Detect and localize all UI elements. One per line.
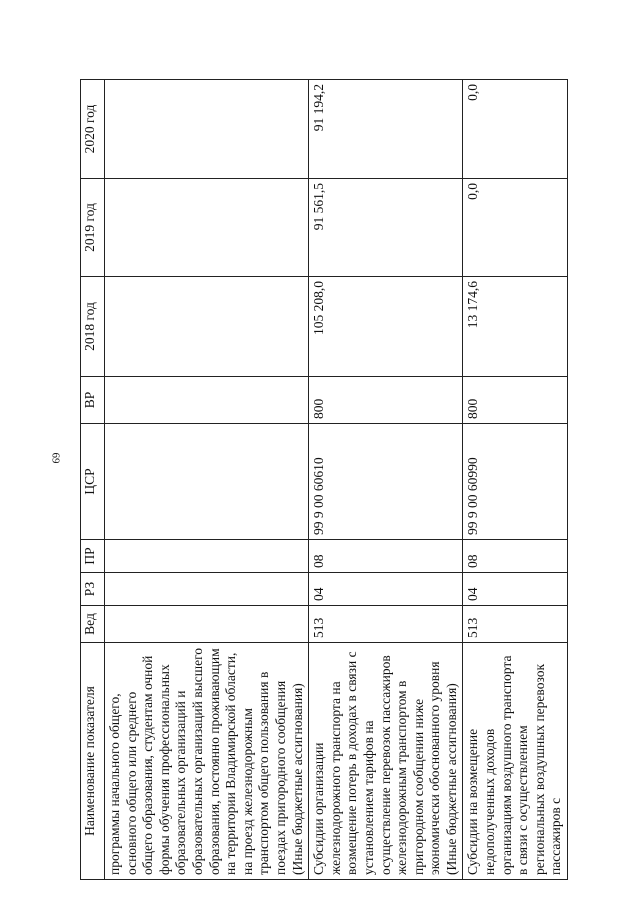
row-rz: 04 — [309, 573, 463, 606]
row-2020: 91 194,2 — [309, 80, 463, 179]
row-rz — [105, 573, 309, 606]
row-name: программы начального общего, основного общего или среднего общего образования, студентам очной формы обучения профессиональных образовательных организаций и образовательных организаций высшего образования, постоянно проживающим на территории Владимирской области, на проезд железнодорожным транспортом общего пользования в поездах пригородного сообщения (Иные бюджетные ассигнования) — [105, 643, 309, 880]
row-2018 — [105, 277, 309, 377]
table-row — [105, 80, 309, 880]
header-rz: РЗ — [81, 573, 105, 606]
row-2020 — [105, 80, 309, 179]
table-row — [463, 80, 568, 880]
row-2018: 13 174,6 — [463, 277, 568, 377]
row-rz: 04 — [463, 573, 568, 606]
budget-table — [80, 79, 568, 880]
row-csr: 99 9 00 60610 — [309, 424, 463, 540]
row-vr — [105, 377, 309, 424]
table-row — [309, 80, 463, 880]
header-vr: ВР — [81, 377, 105, 424]
row-2019: 0,0 — [463, 179, 568, 277]
row-ved: 513 — [309, 606, 463, 643]
header-row — [81, 80, 105, 880]
row-2019: 91 561,5 — [309, 179, 463, 277]
row-ved — [105, 606, 309, 643]
row-name: Субсидии организации железнодорожного транспорта на возмещение потерь в доходах в связи с установлением тарифов на осуществление перевозок пассажиров железнодорожным транспортом в пригородном сообщении ниже экономически обоснованного уровня (Иные бюджетные ассигнования) — [309, 643, 463, 880]
row-2018: 105 208,0 — [309, 277, 463, 377]
header-2018: 2018 год — [81, 277, 105, 377]
row-2020: 0,0 — [463, 80, 568, 179]
header-2019: 2019 год — [81, 179, 105, 277]
row-vr: 800 — [463, 377, 568, 424]
row-pr — [105, 540, 309, 573]
budget-table-rotated — [80, 80, 606, 880]
row-2019 — [105, 179, 309, 277]
row-pr: 08 — [309, 540, 463, 573]
row-pr: 08 — [463, 540, 568, 573]
row-vr: 800 — [309, 377, 463, 424]
header-2020: 2020 год — [81, 80, 105, 179]
header-ved: Вед — [81, 606, 105, 643]
row-csr — [105, 424, 309, 540]
row-ved: 513 — [463, 606, 568, 643]
header-csr: ЦСР — [81, 424, 105, 540]
row-csr: 99 9 00 60990 — [463, 424, 568, 540]
row-name: Субсидии на возмещение недополученных доходов организациям воздушного транспорта в связи с осуществлением региональных воздушных перевозок пассажиров с — [463, 643, 568, 880]
header-name: Наименование показателя — [81, 643, 105, 880]
page-number: 69 — [49, 452, 62, 464]
header-pr: ПР — [81, 540, 105, 573]
